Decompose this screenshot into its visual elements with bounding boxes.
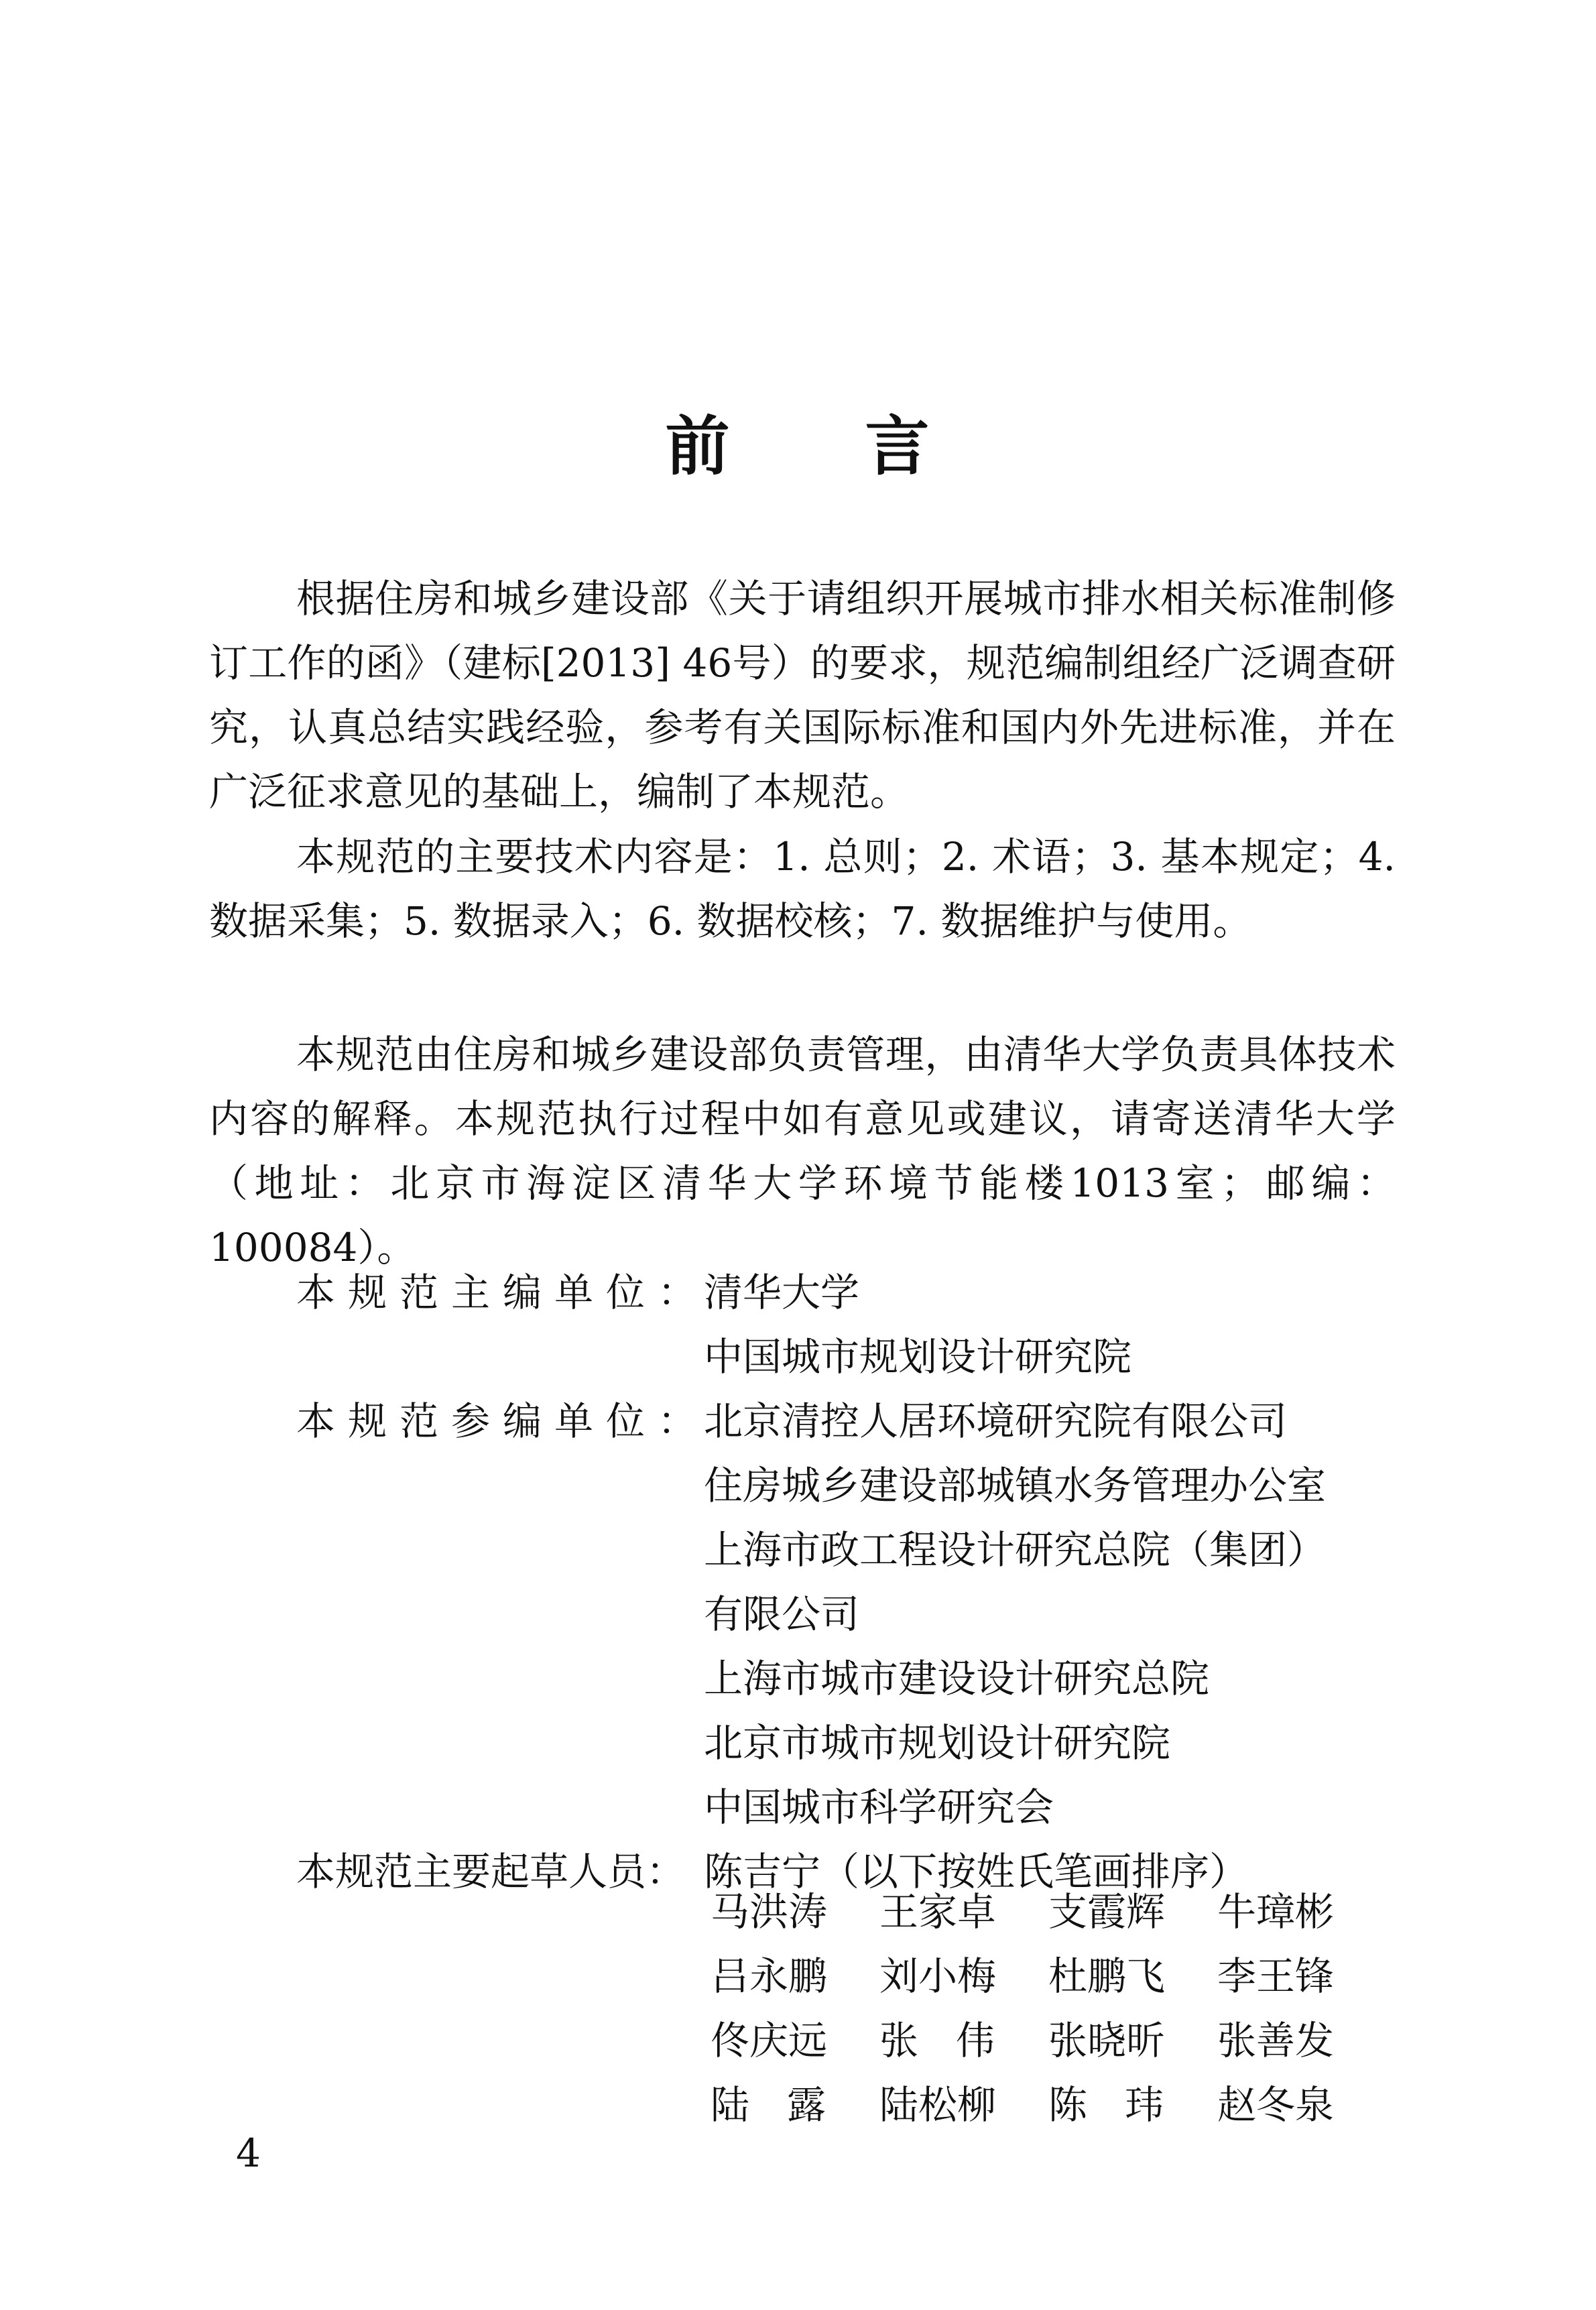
chief-unit: 清华大学 [704,1270,860,1315]
participating-units-label: 本规范参编单位： [296,1398,710,1444]
drafters-lead: 陈吉宁（以下按姓氏笔画排序） [704,1849,1249,1894]
chief-units-list [704,1260,1416,1389]
drafter-name: 张晓昕 [1048,2018,1166,2063]
participating-unit: 住房城乡建设部城镇水务管理办公室 [704,1463,1327,1508]
drafters-grid-row [711,1944,1386,2008]
drafters-grid-row [711,2073,1386,2137]
drafter-name: 王家卓 [879,1889,997,1935]
drafter-name: 张善发 [1217,2018,1335,2063]
drafter-name: 马洪涛 [711,1889,828,1935]
drafter-name: 牛璋彬 [1217,1889,1335,1935]
participating-units-row [209,1389,1416,1839]
chief-unit: 中国城市规划设计研究院 [704,1334,1132,1380]
participating-unit: 北京清控人居环境研究院有限公司 [704,1398,1288,1444]
title-second-char: 言 [865,408,931,484]
participating-unit: 中国城市科学研究会 [704,1784,1054,1830]
participating-unit: 上海市城市建设设计研究总院 [704,1656,1210,1701]
chief-units-label: 本规范主编单位： [296,1270,710,1315]
drafters-grid-row [711,1880,1386,1944]
participating-units-list [704,1389,1416,1839]
drafter-name: 陈玮 [1048,2082,1202,2128]
drafter-name: 佟庆远 [711,2018,828,2063]
participating-unit: 上海市政工程设计研究总院（集团） [704,1527,1327,1573]
drafters-grid [711,1880,1386,2137]
drafter-name: 刘小梅 [879,1953,997,1999]
drafter-name: 杜鹏飞 [1048,1953,1166,1999]
drafter-name: 张伟 [879,2018,1033,2063]
participating-unit: 北京市城市规划设计研究院 [704,1720,1171,1766]
participating-unit: 有限公司 [704,1591,860,1637]
paragraph-background: 根据住房和城乡建设部《关于请组织开展城市排水相关标准制修订工作的函》（建标[2013] 46号）的要求，规范编制组经广泛调查研究，认真总结实践经验，参考有关国际标准和国内外先进标准，并在广泛征求意见的基础上，编制了本规范。 [209,576,1396,814]
chief-units-row [209,1260,1416,1389]
drafters-label: 本规范主要起草人员： [296,1849,686,1894]
drafter-name: 陆松柳 [879,2082,997,2128]
drafter-name: 吕永鹏 [711,1953,828,1999]
drafters-grid-row [711,2008,1386,2073]
title-first-char: 前 [665,408,731,484]
credits-section [209,1260,1416,1904]
drafter-name: 李王锋 [1217,1953,1335,1999]
drafter-name: 陆露 [711,2082,864,2128]
paragraph-management: 本规范由住房和城乡建设部负责管理，由清华大学负责具体技术内容的解释。本规范执行过程中如有意见或建议，请寄送清华大学（地址：北京市海淀区清华大学环境节能楼1013室；邮编：100084）。 [209,1032,1396,1270]
drafter-name: 支霞辉 [1048,1889,1166,1935]
drafter-name: 赵冬泉 [1217,2082,1335,2128]
page-number: 4 [236,2130,261,2176]
paragraph-main-content: 本规范的主要技术内容是：1. 总则；2. 术语；3. 基本规定；4. 数据采集；5. 数据录入；6. 数据校核；7. 数据维护与使用。 [209,834,1396,944]
page-title [0,396,1596,487]
